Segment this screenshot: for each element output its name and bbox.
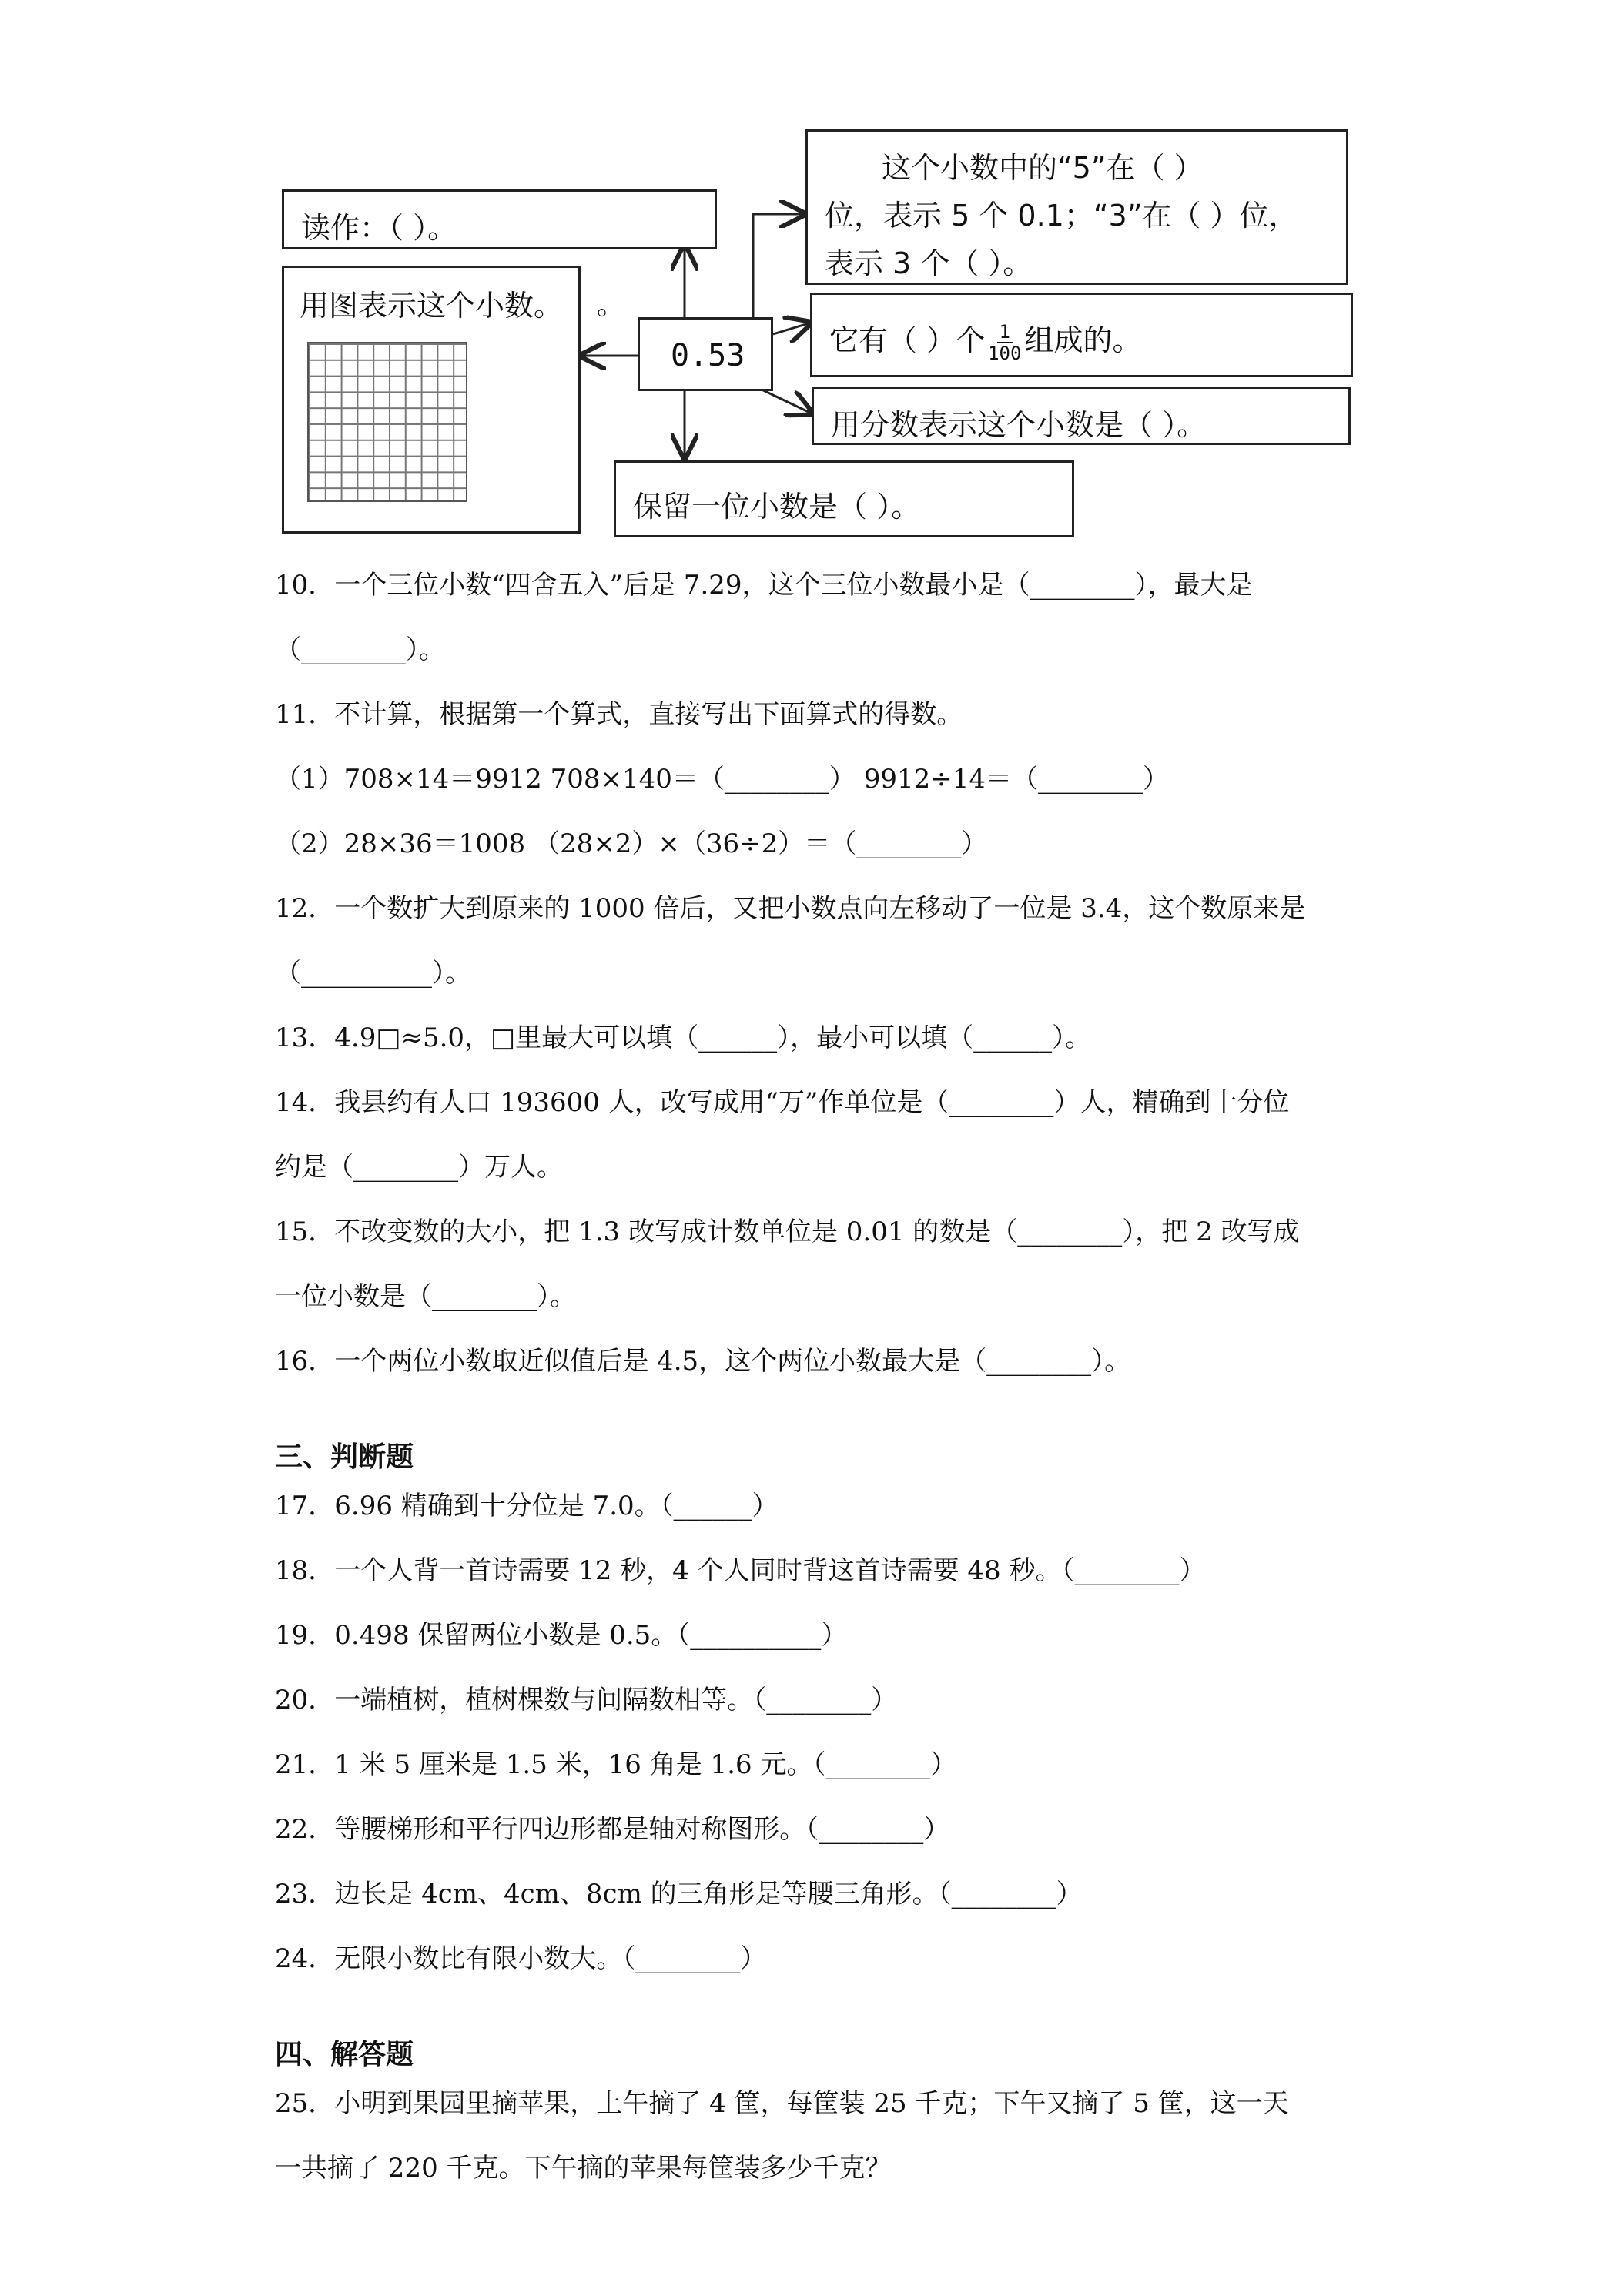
question-14-line2: 约是（________）万人。 [275,1152,563,1183]
question-13: 13．4.9□≈5.0，□里最大可以填（______），最小可以填（______）。 [275,1022,1092,1053]
question-10-line1: 10．一个三位小数“四舍五入”后是 7.29，这个三位小数最小是（________），最大是 [275,570,1253,601]
question-20: 20．一端植树，植树棵数与间隔数相等。（________） [275,1685,898,1715]
frac-num: 1 [997,322,1013,343]
question-15-line2: 一位小数是（________）。 [275,1281,576,1312]
digit-line-1: 这个小数中的“5”在（ ） [882,151,1204,185]
count-box-text [829,316,1141,363]
question-23: 23．边长是 4cm、4cm、8cm 的三角形是等腰三角形。（________） [275,1879,1083,1909]
count-before: 它有（ ）个 [829,323,986,357]
fraction-box [812,387,1351,445]
question-11-part1: （1）708×14＝9912 708×140＝（________） 9912÷14＝（________） [275,764,1169,795]
question-10-line2: （________）。 [275,634,445,665]
fraction-box-text: 用分数表示这个小数是（ ）。 [831,408,1207,442]
digit-line-3: 表示 3 个（ ）。 [825,246,1033,280]
question-25-line1: 25．小明到果园里摘苹果，上午摘了 4 筐，每筐装 25 千克；下午又摘了 5 筐，这一天 [275,2088,1289,2119]
question-18: 18．一个人背一首诗需要 12 秒，4 个人同时背这首诗需要 48 秒。（________） [275,1555,1206,1586]
question-12-line1: 12．一个数扩大到原来的 1000 倍后，又把小数点向左移动了一位是 3.4，这个数原来是 [275,893,1306,924]
figure-box-text: 用图表示这个小数。 [300,289,564,323]
question-11-part2: （2）28×36＝1008 （28×2）×（36÷2）＝（________） [275,828,988,859]
hundred-grid [307,342,467,502]
center-number-box [638,317,773,391]
decimal-concept-diagram [0,0,1624,570]
question-14-line1: 14．我县约有人口 193600 人，改写成用“万”作单位是（________）人，精确到十分位 [275,1087,1290,1118]
arrow-to-count-box [773,323,809,334]
fraction-one-hundredth [988,322,1021,363]
question-15-line1: 15．不改变数的大小，把 1.3 改写成计数单位是 0.01 的数是（________），把 2 改写成 [275,1217,1300,1247]
count-after: 组成的。 [1024,323,1142,357]
question-25-line2: 一共摘了 220 千克。下午摘的苹果每筐装多少千克？ [275,2153,892,2184]
arrow-to-digit-box [753,214,802,317]
question-24: 24．无限小数比有限小数大。（________） [275,1943,767,1974]
question-21: 21．1 米 5 厘米是 1.5 米，16 角是 1.6 元。（________） [275,1749,957,1780]
digit-place-box [805,129,1348,285]
center-number: 0.53 [671,338,745,373]
read-box-text: 读作：（ ）。 [301,211,457,245]
section-judgement-heading: 三、判断题 [275,1441,414,1473]
question-16: 16．一个两位小数取近似值后是 4.5，这个两位小数最大是（________）。 [275,1346,1131,1377]
round-box-text: 保留一位小数是（ ）。 [633,490,921,524]
round-box [614,460,1074,537]
question-12-line2: （__________）。 [275,958,471,989]
section-solve-heading: 四、解答题 [275,2039,414,2070]
arrow-to-fraction-box [758,388,810,413]
figure-box [282,266,581,534]
question-19: 19．0.498 保留两位小数是 0.5。（__________） [275,1620,848,1651]
question-17: 17．6.96 精确到十分位是 7.0。（______） [275,1491,779,1521]
figure-dot: 。 [597,290,625,321]
frac-den: 100 [988,342,1022,364]
question-11: 11．不计算，根据第一个算式，直接写出下面算式的得数。 [275,699,963,730]
read-box [282,189,717,249]
question-22: 22．等腰梯形和平行四边形都是轴对称图形。（________） [275,1814,950,1845]
count-box [810,293,1353,377]
digit-line-2: 位，表示 5 个 0.1；“3”在（ ）位， [825,199,1298,233]
